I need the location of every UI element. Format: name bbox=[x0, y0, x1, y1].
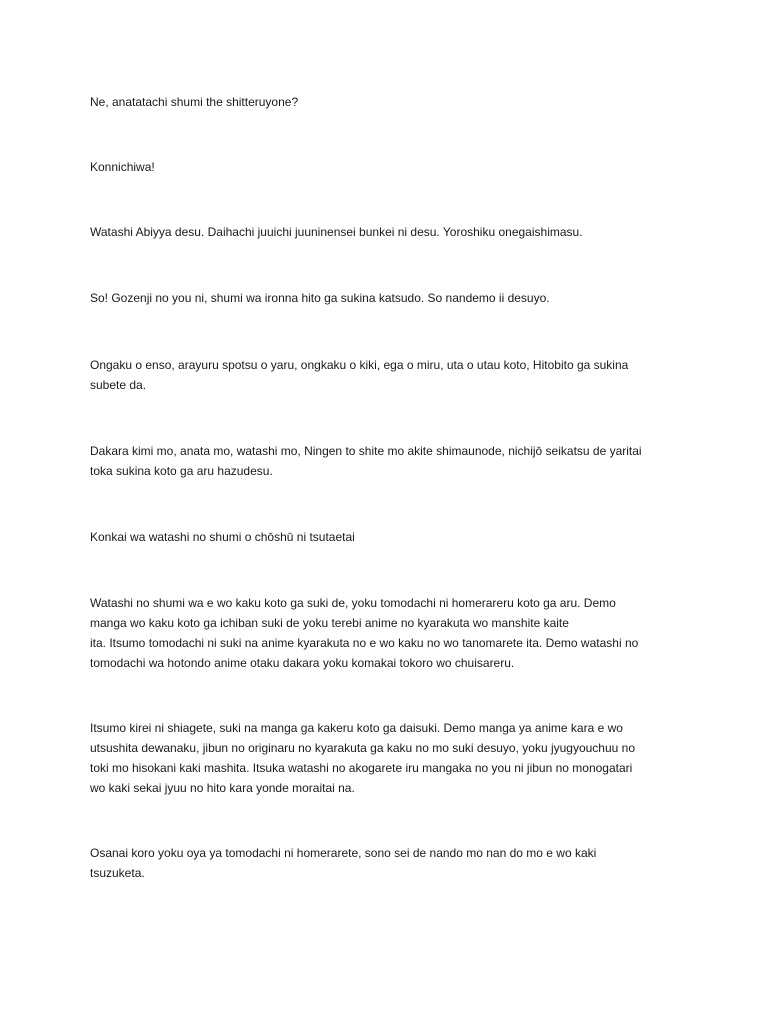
paragraph-original-characters bbox=[90, 718, 690, 798]
paragraph-shumi-definition bbox=[90, 288, 690, 308]
paragraph-line: wo kaki sekai jyuu no hito kara yonde moraitai na. bbox=[90, 781, 355, 795]
paragraph-line: Watashi no shumi wa e wo kaku koto ga suki de, yoku tomodachi ni homerareru koto ga aru. Demo bbox=[90, 596, 616, 610]
paragraph-line: Konkai wa watashi no shumi o chōshū ni tsutaetai bbox=[90, 530, 355, 544]
paragraph-konnichiwa bbox=[90, 157, 690, 177]
paragraph-line: So! Gozenji no you ni, shumi wa ironna hito ga sukina katsudo. So nandemo ii desuyo. bbox=[90, 291, 550, 305]
paragraph-line: toki mo hisokani kaki mashita. Itsuka watashi no akogarete iru mangaka no you ni jibun no monogatari bbox=[90, 761, 633, 775]
paragraph-line: Itsumo kirei ni shiagete, suki na manga ga kakeru koto ga daisuki. Demo manga ya anime kara e wo bbox=[90, 721, 623, 735]
paragraph-line: Dakara kimi mo, anata mo, watashi mo, Ningen to shite mo akite shimaunode, nichijō seikatsu de yaritai bbox=[90, 444, 642, 458]
paragraph-line: Osanai koro yoku oya ya tomodachi ni homerarete, sono sei de nando mo nan do mo e wo kaki bbox=[90, 846, 597, 860]
paragraph-line: Ne, anatatachi shumi the shitteruyone? bbox=[90, 95, 299, 109]
paragraph-greeting-question bbox=[90, 92, 690, 112]
paragraph-topic bbox=[90, 527, 690, 547]
paragraph-line: Watashi Abiyya desu. Daihachi juuichi juuninensei bunkei ni desu. Yoroshiku onegaishimasu. bbox=[90, 225, 583, 239]
paragraph-line: utsushita dewanaku, jibun no originaru no kyarakuta ga kaku no mo suki desuyo, yoku jyugyouchuu no bbox=[90, 741, 636, 755]
paragraph-activities bbox=[90, 355, 690, 395]
paragraph-line: tsuzuketa. bbox=[90, 866, 145, 880]
paragraph-childhood bbox=[90, 843, 690, 883]
paragraph-line: ita. Itsumo tomodachi ni suki na anime kyarakuta no e wo kaku no wo tanomarete ita. Demo watashi no bbox=[90, 636, 639, 650]
paragraph-line: Ongaku o enso, arayuru spotsu o yaru, ongkaku o kiki, ega o miru, uta o utau koto, Hitobito ga sukina bbox=[90, 358, 629, 372]
paragraph-introduction bbox=[90, 222, 690, 242]
paragraph-line: tomodachi wa hotondo anime otaku dakara yoku komakai tokoro wo chuisareru. bbox=[90, 656, 515, 670]
paragraph-drawing-hobby bbox=[90, 593, 690, 673]
paragraph-line: toka sukina koto ga aru hazudesu. bbox=[90, 464, 273, 478]
paragraph-line: subete da. bbox=[90, 378, 147, 392]
paragraph-everyone-has-hobbies bbox=[90, 441, 690, 481]
paragraph-line: manga wo kaku koto ga ichiban suki de yoku terebi anime no kyarakuta wo manshite kaite bbox=[90, 616, 569, 630]
paragraph-line: Konnichiwa! bbox=[90, 160, 155, 174]
